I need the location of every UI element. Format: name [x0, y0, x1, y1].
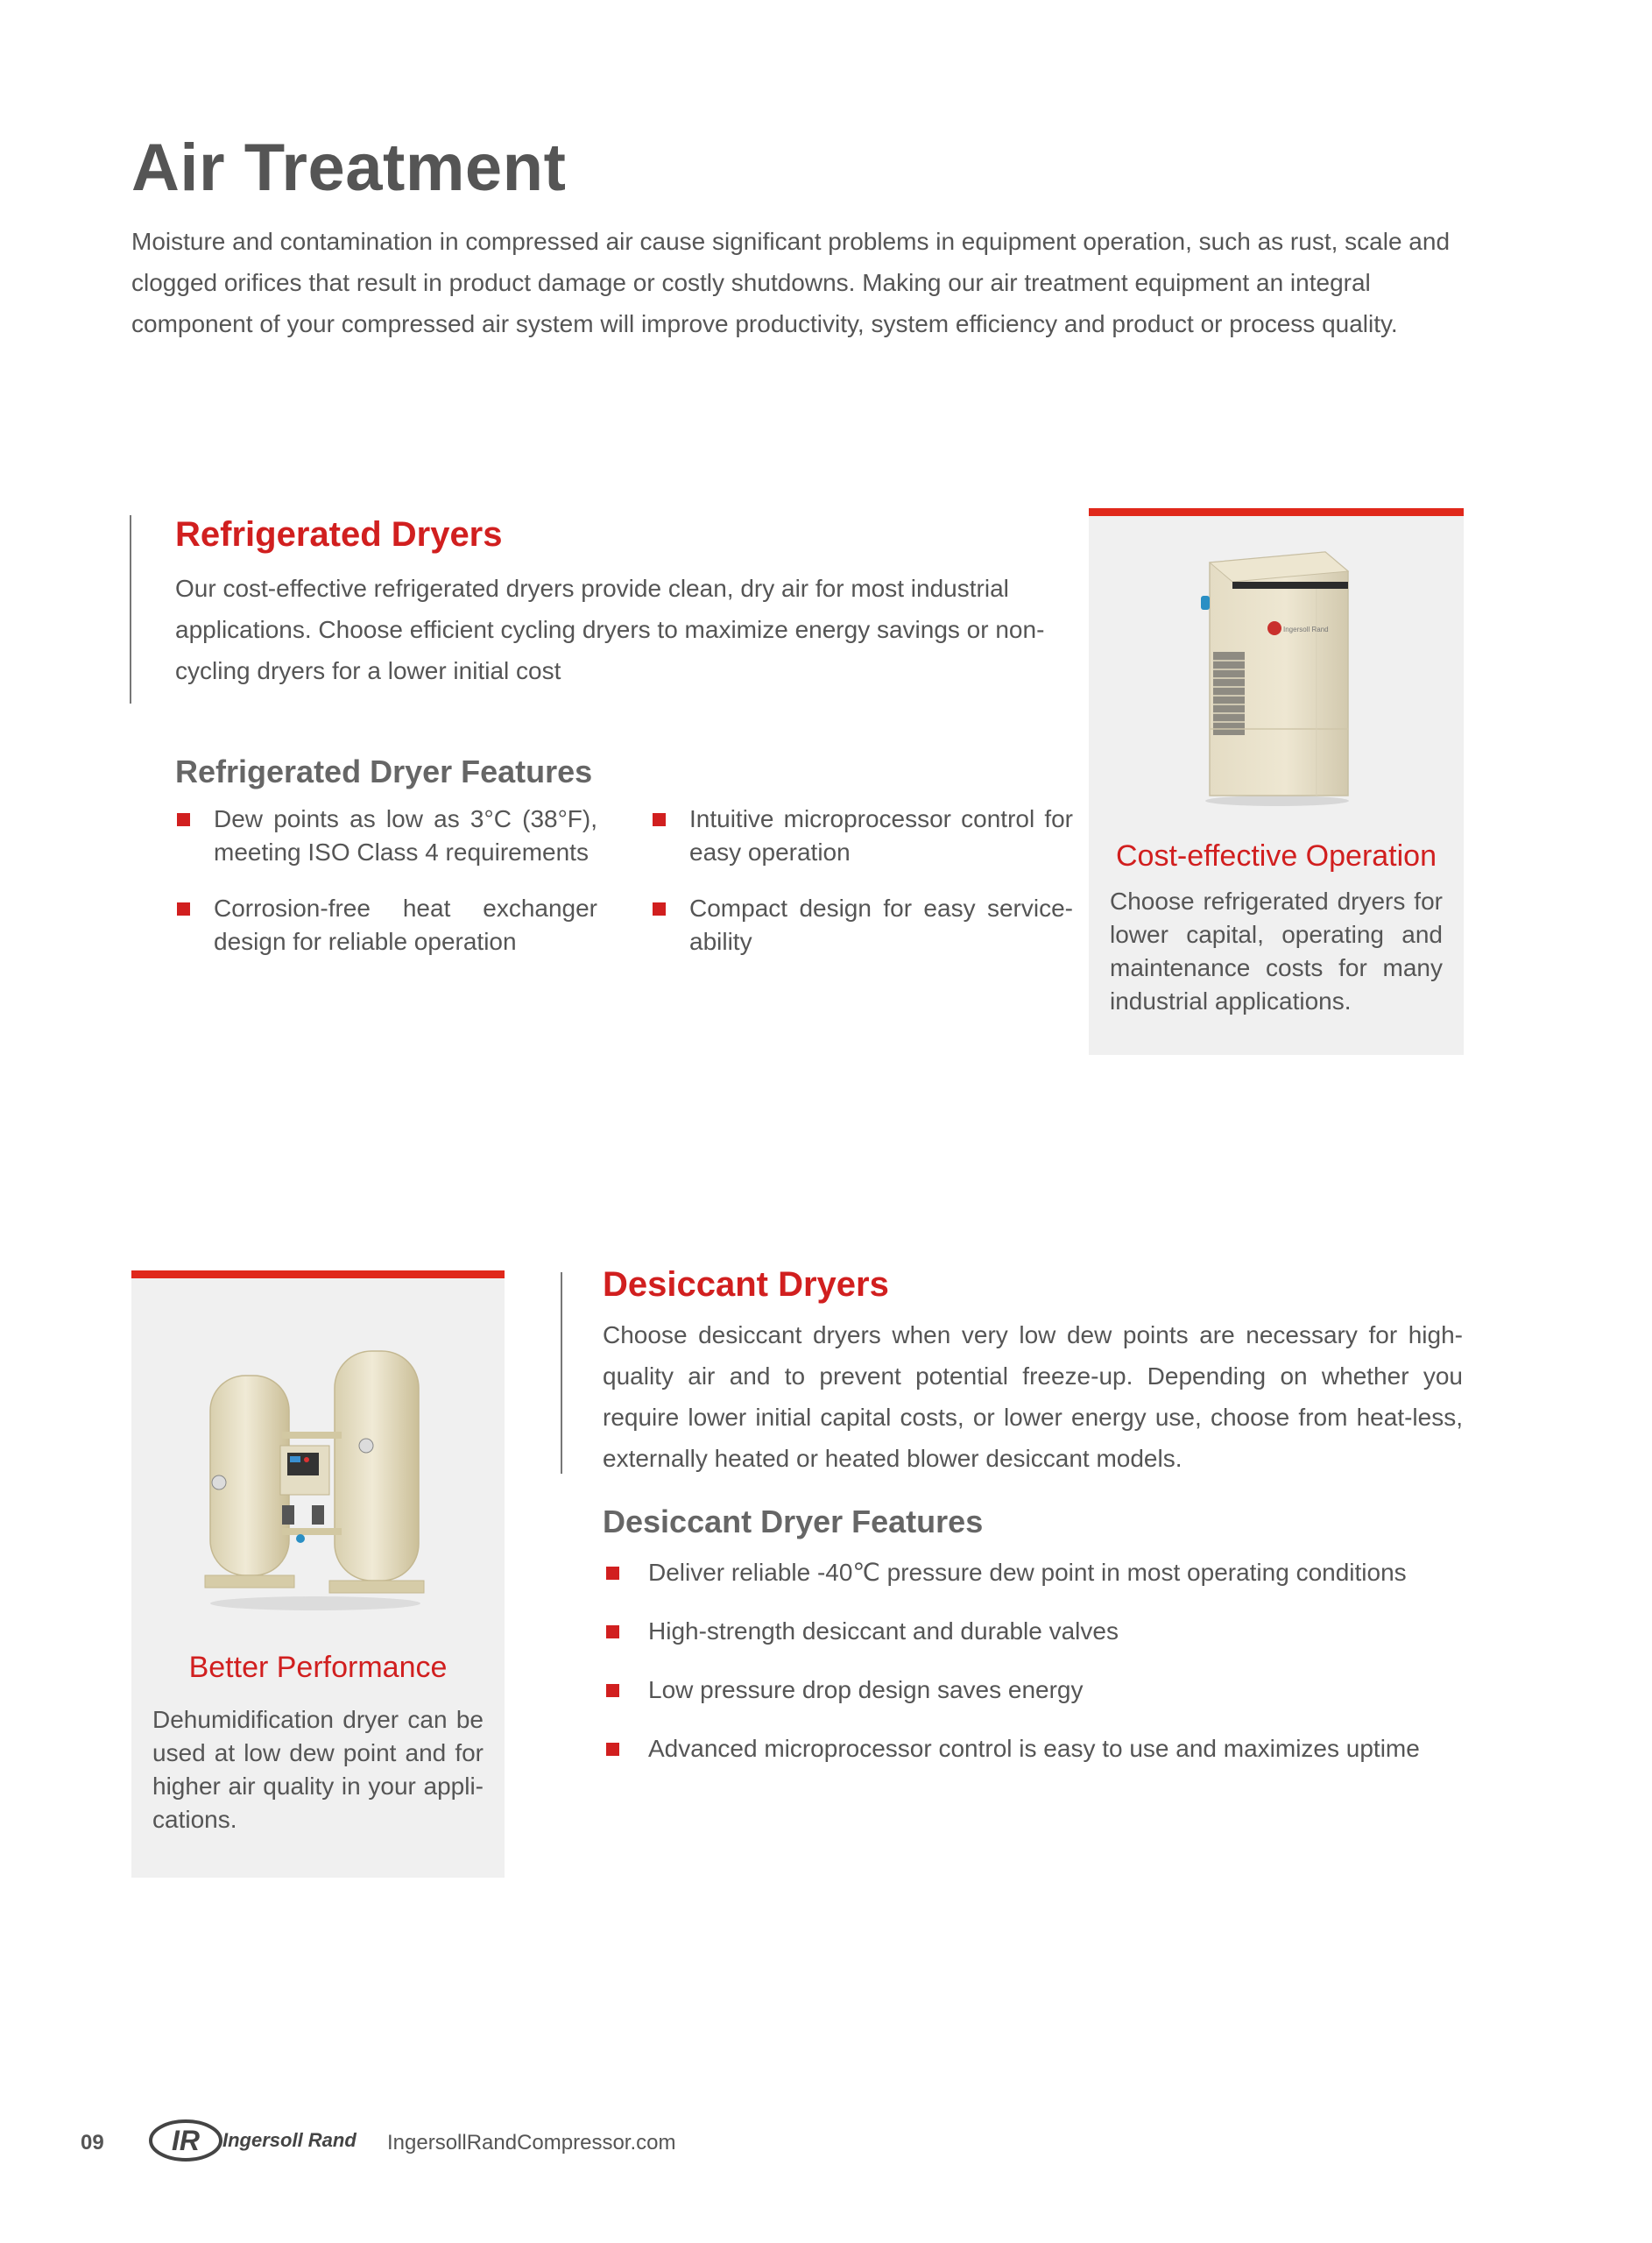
svg-text:Ingersoll Rand: Ingersoll Rand [1283, 626, 1329, 633]
desiccant-description: Choose desiccant dryers when very low dew points are necessary for high-quality air and to prevent potential freeze-up. Depending on whether you require lower initial capital costs, or lower energy use, choose from heat-less, externally heated or heated blower desiccant models. [603, 1321, 1463, 1472]
svg-text:IR: IR [172, 2125, 200, 2156]
square-bullet-icon [606, 1567, 619, 1580]
list-item: Low pressure drop design saves energy [603, 1673, 1470, 1707]
square-bullet-icon [606, 1625, 619, 1638]
refrigerated-features-heading: Refrigerated Dryer Features [175, 754, 593, 789]
desiccant-heading: Desiccant Dryers [603, 1265, 889, 1304]
square-bullet-icon [653, 813, 666, 826]
page-title: Air Treatment [131, 131, 567, 205]
card-accent-bar [1089, 508, 1464, 516]
cost-effective-text: Choose refrigerated dryers for lower capital, operating and maintenance costs for many industrial applications. [1110, 888, 1443, 1015]
desiccant-accent-line [561, 1272, 562, 1474]
list-item: Dew points as low as 3°C (38°F), meeting ISO Class 4 requirements [175, 803, 597, 869]
better-performance-text: Dehumidification dryer can be used at low dew point and for higher air quality in your appli-cations. [152, 1706, 484, 1833]
list-item: Compact design for easy service-ability [651, 892, 1073, 959]
list-item: Intuitive microprocessor control for easy operation [651, 803, 1073, 869]
square-bullet-icon [177, 813, 190, 826]
refrigerated-dryer-image [1194, 545, 1360, 808]
square-bullet-icon [653, 902, 666, 916]
ir-logo-icon [149, 2119, 222, 2162]
cost-effective-title: Cost-effective Operation [1116, 839, 1437, 873]
better-performance-title: Better Performance [188, 1651, 448, 1684]
refrigerated-heading: Refrigerated Dryers [175, 515, 503, 554]
intro-paragraph: Moisture and contamination in compressed air cause significant problems in equipment operation, such as rust, scale and clogged orifices that result in product damage or costly shutdowns. Making our air treatment equipment an integral component of your compressed air system will improve productivity, system efficiency and product or process quality. [131, 228, 1451, 337]
refrigerated-features-col1 [175, 803, 597, 959]
desiccant-features-heading: Desiccant Dryer Features [603, 1504, 984, 1539]
square-bullet-icon [606, 1743, 619, 1756]
list-item: Advanced microprocessor control is easy to use and maximizes uptime [603, 1732, 1470, 1765]
square-bullet-icon [606, 1684, 619, 1697]
desiccant-features-list [603, 1556, 1470, 1765]
refrigerated-accent-line [130, 515, 131, 704]
card-accent-bar [131, 1270, 505, 1278]
desiccant-dryer-image [201, 1341, 429, 1612]
website-url: IngersollRandCompressor.com [387, 2131, 676, 2155]
brand-name: Ingersoll Rand [222, 2129, 357, 2151]
refrigerated-description: Our cost-effective refrigerated dryers provide clean, dry air for most industrial applications. Choose efficient cycling dryers to maximize energy savings or non-cycling dryers for a lower initial cost [175, 575, 1045, 684]
square-bullet-icon [177, 902, 190, 916]
ingersoll-rand-logo [149, 2119, 368, 2162]
cost-effective-card [1089, 508, 1464, 1055]
list-item: Corrosion-free heat exchanger design for reliable operation [175, 892, 597, 959]
refrigerated-features-col2 [651, 803, 1073, 959]
list-item: Deliver reliable -40℃ pressure dew point in most operating conditions [603, 1556, 1470, 1589]
better-performance-card [131, 1270, 505, 1878]
list-item: High-strength desiccant and durable valves [603, 1615, 1470, 1648]
page-number: 09 [81, 2131, 104, 2155]
